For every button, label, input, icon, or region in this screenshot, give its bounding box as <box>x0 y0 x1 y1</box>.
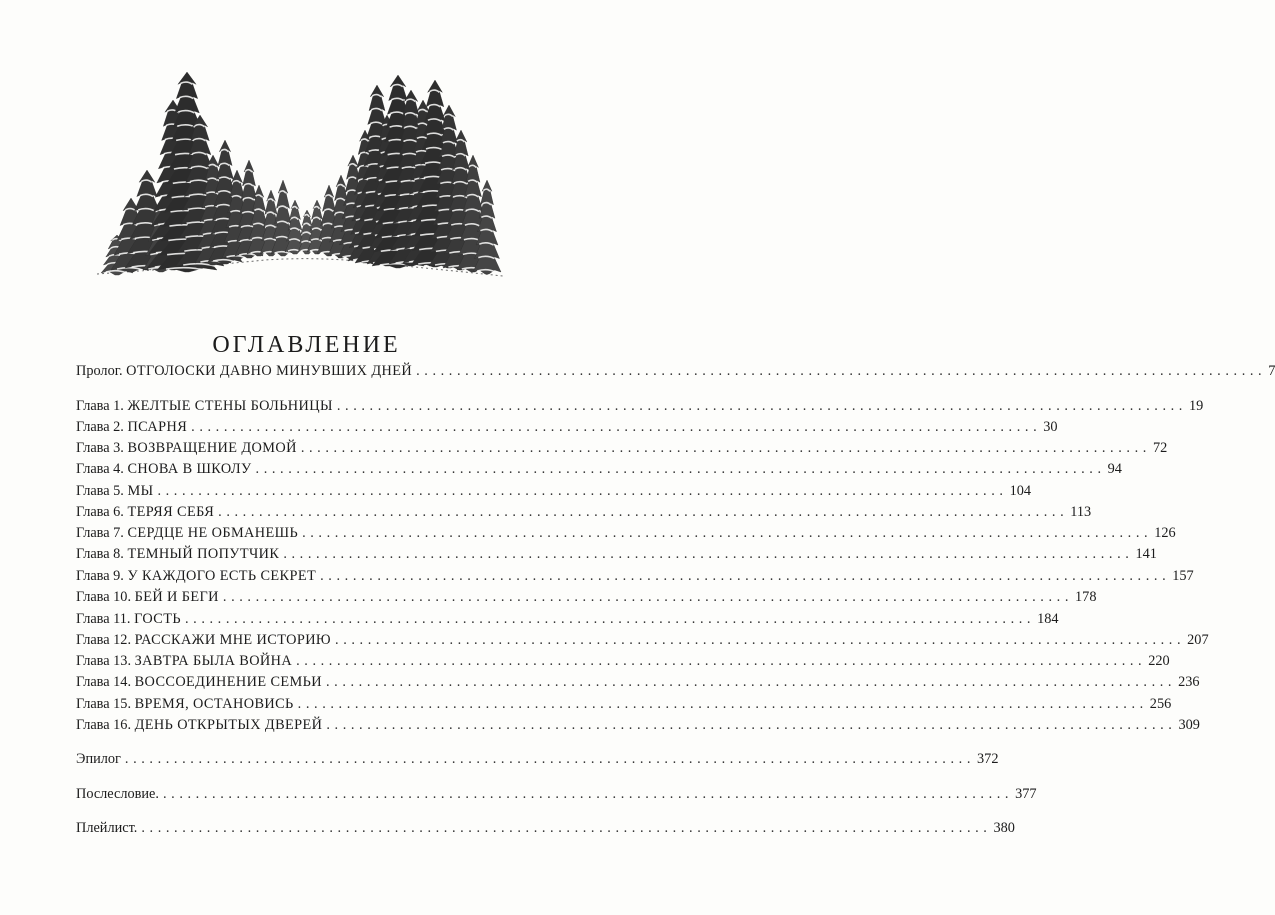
page-title: ОГЛАВЛЕНИЕ <box>212 332 401 359</box>
toc-entry-chapter-12[interactable]: Глава 12. РАССКАЖИ МНЕ ИСТОРИЮ ........................................................................................................ 207 <box>76 632 1209 648</box>
toc-entry-epilogue[interactable]: Эпилог ........................................................................................................ 372 <box>76 751 999 767</box>
toc-entry-chapter-8[interactable]: Глава 8. ТЕМНЫЙ ПОПУТЧИК ........................................................................................................ 141 <box>76 546 1157 562</box>
toc-entry-chapter-16[interactable]: Глава 16. ДЕНЬ ОТКРЫТЫХ ДВЕРЕЙ ........................................................................................................ 309 <box>76 717 1200 733</box>
toc-entry-chapter-6[interactable]: Глава 6. ТЕРЯЯ СЕБЯ ........................................................................................................ 113 <box>76 504 1092 520</box>
toc-entry-chapter-11[interactable]: Глава 11. ГОСТЬ ........................................................................................................ 184 <box>76 611 1059 627</box>
toc-entry-chapter-2[interactable]: Глава 2. ПСАРНЯ ........................................................................................................ 30 <box>76 419 1058 435</box>
toc-entry-chapter-5[interactable]: Глава 5. МЫ ........................................................................................................ 104 <box>76 483 1032 499</box>
toc-entry-playlist[interactable]: Плейлист. ........................................................................................................ 380 <box>76 820 1015 836</box>
toc-entry-chapter-4[interactable]: Глава 4. СНОВА В ШКОЛУ ........................................................................................................ 94 <box>76 461 1122 477</box>
toc-entry-chapter-7[interactable]: Глава 7. СЕРДЦЕ НЕ ОБМАНЕШЬ ........................................................................................................ 126 <box>76 525 1176 541</box>
forest-illustration <box>95 60 505 290</box>
toc-entry-chapter-3[interactable]: Глава 3. ВОЗВРАЩЕНИЕ ДОМОЙ ........................................................................................................ 72 <box>76 440 1168 456</box>
toc-entry-chapter-10[interactable]: Глава 10. БЕЙ И БЕГИ ........................................................................................................ 178 <box>76 589 1097 605</box>
toc-entry-chapter-13[interactable]: Глава 13. ЗАВТРА БЫЛА ВОЙНА ........................................................................................................ 220 <box>76 653 1170 669</box>
toc-entry-afterword[interactable]: Послесловие. ........................................................................................................ 377 <box>76 786 1037 802</box>
toc-entry-chapter-14[interactable]: Глава 14. ВОССОЕДИНЕНИЕ СЕМЬИ ........................................................................................................ 236 <box>76 674 1200 690</box>
toc-entry-prologue[interactable]: Пролог. ОТГОЛОСКИ ДАВНО МИНУВШИХ ДНЕЙ ........................................................................................................ 7 <box>76 363 1275 379</box>
toc-entry-chapter-9[interactable]: Глава 9. У КАЖДОГО ЕСТЬ СЕКРЕТ ........................................................................................................ 157 <box>76 568 1194 584</box>
toc-entry-chapter-15[interactable]: Глава 15. ВРЕМЯ, ОСТАНОВИСЬ ........................................................................................................ 256 <box>76 696 1172 712</box>
toc-entry-chapter-1[interactable]: Глава 1. ЖЕЛТЫЕ СТЕНЫ БОЛЬНИЦЫ ........................................................................................................ 19 <box>76 398 1204 414</box>
